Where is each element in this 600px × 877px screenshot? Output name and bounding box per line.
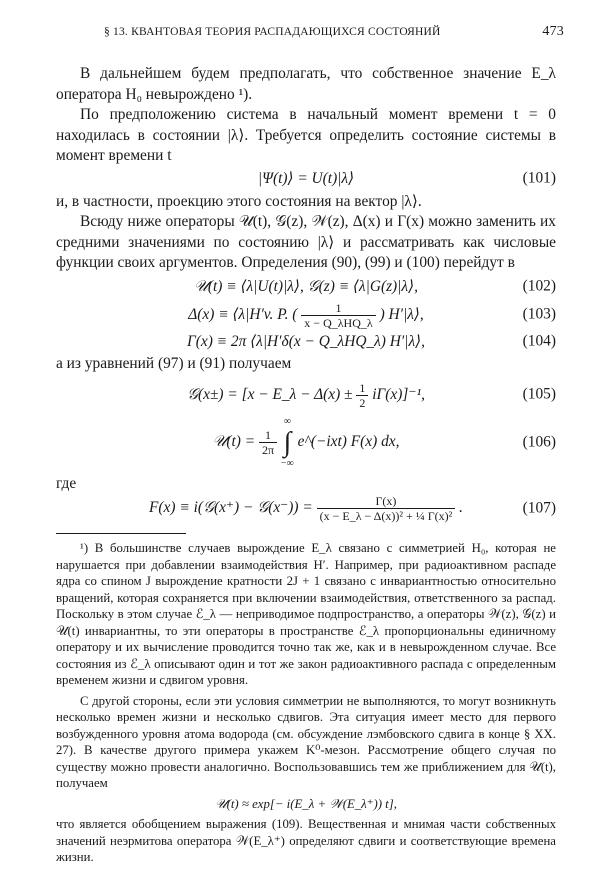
equation-left: F(x) ≡ i(𝒢(x⁺) − 𝒢(x⁻)) =: [149, 499, 313, 517]
fraction-numerator: 1: [301, 301, 375, 316]
equation-body: |Ψ(t)⟩ = U(t)|λ⟩: [257, 169, 355, 187]
page-number: 473: [542, 24, 564, 39]
paragraph: Всюду ниже операторы 𝒰(t), 𝒢(z), 𝒲(z), Δ(x) и Γ(x) можно заменить их средними значениями по состоянию |λ⟩ и рассматривать как числовые функции своих аргументов. Определения (90), (99) и (100) перейдут в: [56, 213, 556, 272]
equation-102: [56, 277, 556, 298]
paragraph: а из уравнений (97) и (91) получаем: [56, 355, 292, 373]
equation-right: .: [459, 499, 463, 517]
integral-sign: ∫: [283, 426, 292, 458]
equation-101: [56, 169, 556, 190]
footnote-text: С другой стороны, если эти условия симметрии не выполняются, то могут возникнуть несколько времен жизни и несколько сдвигов. Эта ситуация имеет место для первого возбужденного уровня атома водорода (см. обсуждение лэмбовского сдвига в конце § XX. 27). В качестве другого примера укажем K⁰-мезон. Рассмотрение общего случая по существу можно провести аналогично. Воспользовавшись тем же приближением для 𝒰(t), получаем: [56, 693, 556, 791]
fraction-numerator: 1: [259, 428, 277, 443]
equation-number: (106): [522, 433, 556, 451]
fraction: [301, 301, 375, 330]
equation-number: (107): [522, 499, 556, 517]
equation-number: (105): [522, 385, 556, 403]
paragraph: В дальнейшем будем предполагать, что собственное значение E_λ оператора H₀ невырождено ¹).: [56, 65, 556, 103]
fraction-denominator: 2: [359, 395, 366, 410]
equation-107: [56, 494, 556, 523]
equation-body: 𝒰(t) ≈ exp[− i(E_λ + 𝒲(E_λ⁺)) t],: [215, 796, 397, 811]
equation-104: [56, 332, 556, 353]
equation-body: Γ(x) ≡ 2π ⟨λ|H′δ(x − Q_λHQ_λ) H′|λ⟩,: [186, 332, 425, 350]
footnote: [56, 540, 556, 866]
equation-left: 𝒰(t) =: [212, 433, 256, 451]
fraction-denominator: 2π: [262, 443, 275, 458]
paragraph: и, в частности, проекцию этого состояния на вектор |λ⟩.: [56, 192, 422, 210]
fraction-denominator: x − Q_λHQ_λ: [304, 315, 373, 330]
main-text: [56, 64, 556, 866]
equation-right: ) H′|λ⟩,: [379, 305, 424, 323]
equation-left: Δ(x) ≡ ⟨λ|H′v. P. (: [188, 305, 298, 323]
equation-number: (102): [522, 277, 556, 295]
fraction-denominator: (x − E_λ − Δ(x))² + ¼ Γ(x)²: [319, 509, 453, 524]
equation-number: (101): [522, 169, 556, 187]
fraction: [259, 428, 277, 457]
fraction-numerator: 1: [356, 381, 368, 396]
equation-right: e^(−ixt) F(x) dx,: [297, 433, 400, 451]
fraction-numerator: Γ(x): [317, 494, 456, 509]
integral-upper-limit: ∞: [283, 415, 291, 427]
footnote-equation: [56, 796, 556, 813]
equation-106: [56, 416, 556, 470]
equation-right: iΓ(x)]⁻¹,: [372, 385, 425, 403]
equation-103: [56, 301, 556, 330]
paragraph: По предположению система в начальный момент времени t = 0 находилась в состоянии |λ⟩. Требуется определить состояние системы в момент времени t: [56, 106, 556, 165]
page: [56, 22, 564, 866]
fraction: [356, 381, 368, 410]
running-title: § 13. КВАНТОВАЯ ТЕОРИЯ РАСПАДАЮЩИХСЯ СОСТОЯНИЙ: [104, 26, 441, 38]
equation-body: 𝒰(t) ≡ ⟨λ|U(t)|λ⟩, 𝒢(z) ≡ ⟨λ|G(z)|λ⟩,: [194, 277, 418, 295]
equation-105: [56, 381, 556, 410]
equation-number: (103): [522, 305, 556, 323]
footnote-text: что является обобщением выражения (109). Вещественная и мнимая части собственных значений неэрмитова оператора 𝒲(E_λ⁺) определяют сдвиги и соответствующие времена жизни.: [56, 817, 556, 865]
footnote-divider: [56, 533, 186, 534]
equation-left: 𝒢(x±) = [x − E_λ − Δ(x) ±: [187, 385, 353, 403]
integral: [281, 416, 294, 470]
footnote-text: ¹) В большинстве случаев вырождение E_λ связано с симметрией H₀, которая не нарушается при добавлении взаимодействия H′. Например, при радиоактивном распаде ядра со спином J вырождение кратности 2J + 1 связано с инвариантностью относительно вращений, которая сохраняется при включении взаимодействия, ответственного за распад. Поскольку в этом случае ℰ_λ — неприводимое подпространство, а операторы 𝒲(z), 𝒢(z) и 𝒰(t) инвариантны, то эти операторы в пространстве ℰ_λ пропорциональны единичному оператору и их вычисление проводится точно так же, как и в невырожденном случае. Все состояния из ℰ_λ описывают один и тот же закон радиоактивного распада с определенным временем жизни и сдвигом уровня.: [56, 541, 556, 688]
fraction: [317, 494, 456, 523]
running-header: [56, 22, 564, 44]
integral-lower-limit: −∞: [280, 457, 294, 469]
equation-number: (104): [522, 332, 556, 350]
paragraph: где: [56, 474, 77, 492]
